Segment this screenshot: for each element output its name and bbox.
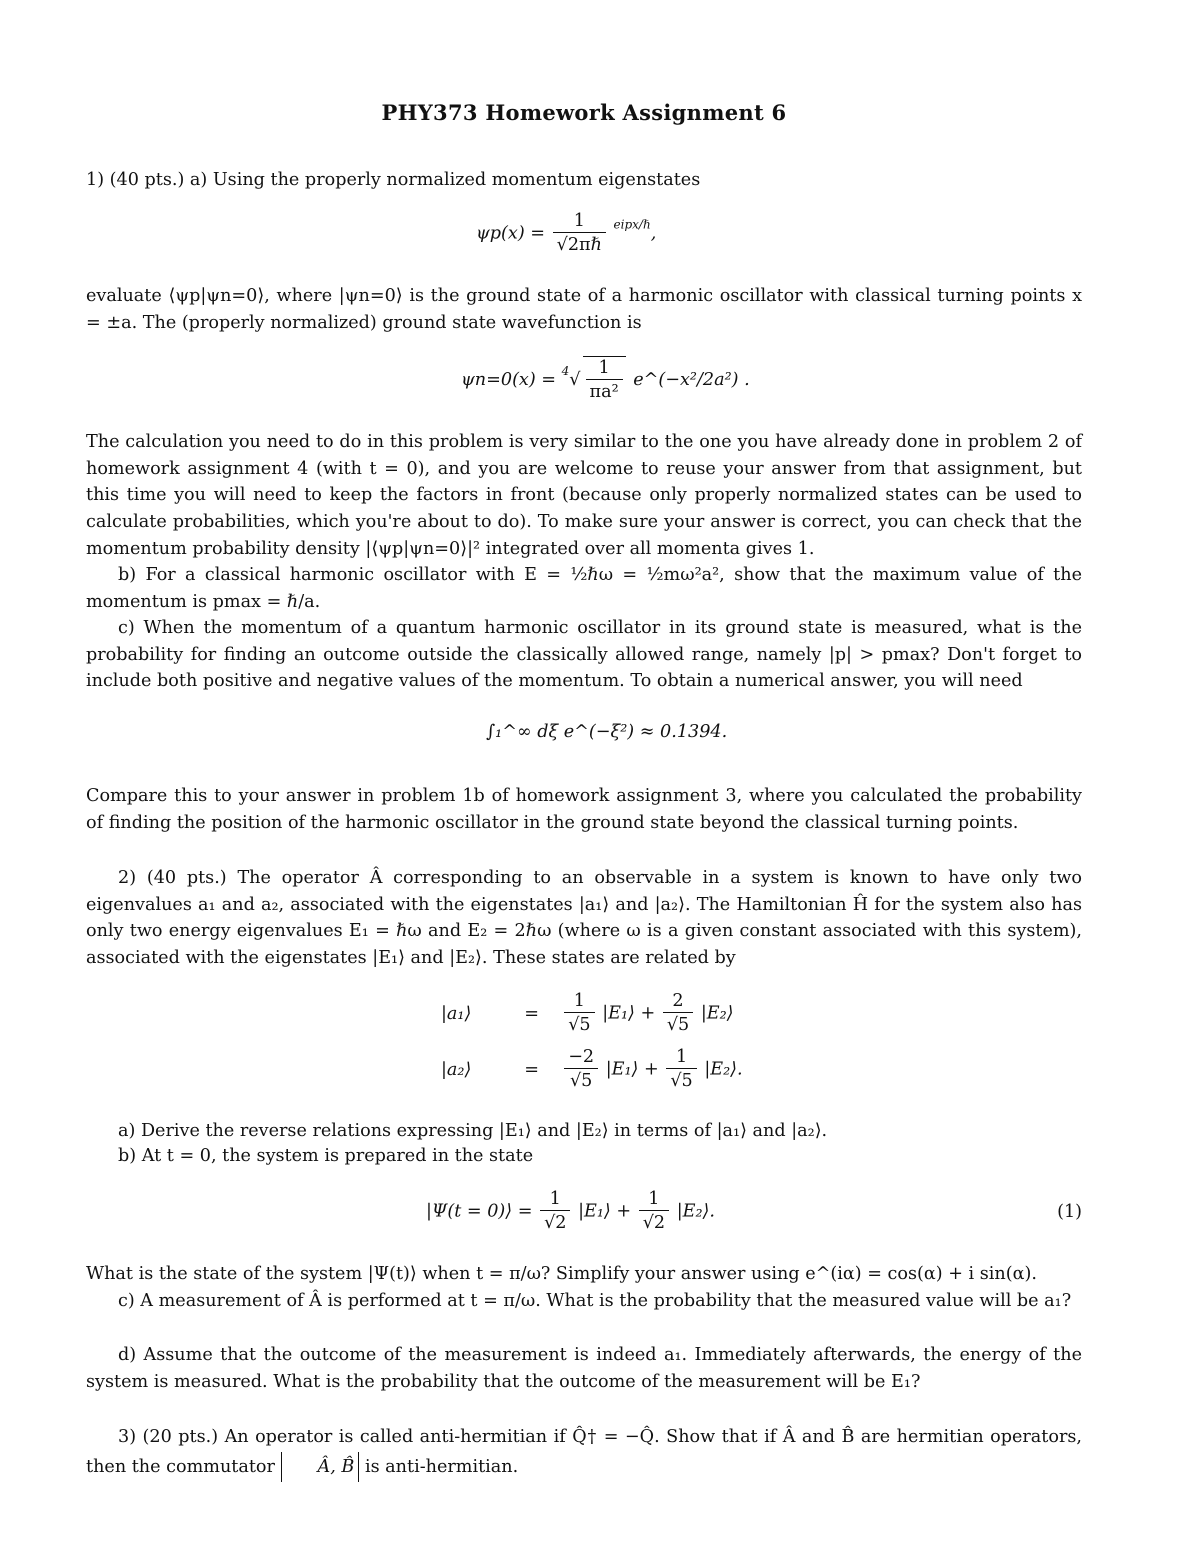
page-title: PHY373 Homework Assignment 6 — [381, 100, 787, 125]
problem2-text-d: d) Assume that the outcome of the measurement is indeed a₁. Immediately afterwards, the energy of the system is measured. What is the probability that the outcome of the measurement will be E₁? — [86, 1345, 1082, 1392]
eq1-lhs: ψp(x) = — [476, 223, 546, 244]
problem3-text — [86, 1422, 1082, 1482]
eq2-fraction: $\frac{1}{\text{πa²}}$ — [583, 356, 626, 404]
eq2-exponent: e^(−x²/2a²) — [633, 370, 739, 390]
momentum-eigenstate-equation: ψp(x) = $\frac{1}{\text{√2πℏ}}$ $^{eipx/\hbar}$, — [476, 211, 657, 255]
problem3-text-2: is anti-hermitian. — [364, 1457, 519, 1477]
eq2-lhs: ψn=0(x) = — [461, 370, 557, 390]
eq1-exponent: eipx/ℏ — [613, 217, 651, 232]
relation-row-1: |a₁⟩ = $\frac{1}{√5}$ |E₁⟩ + $\frac{2}{√5}$ |E₂⟩ — [441, 991, 734, 1035]
commutator-bracket: Â, B̂ — [281, 1452, 360, 1482]
problem1-text-c2: Compare this to your answer in problem 1b of homework assignment 3, where you calculated the probability of finding the position of the harmonic oscillator in the ground state beyond the classical turning points. — [86, 786, 1082, 833]
gaussian-integral-equation: ∫₁^∞ dξ e^(−ξ²) ≈ 0.1394. — [486, 722, 728, 742]
equation-number: (1) — [1057, 1202, 1082, 1222]
problem2-intro: 2) (40 pts.) The operator Â corresponding to an observable in a system is known to have only two eigenvalues a₁ and a₂, associated with the eigenstates |a₁⟩ and |a₂⟩. The Hamiltonian Ĥ for the system also has only two energy eigenvalues E₁ = ℏω and E₂ = 2ℏω (where ω is a given constant associated with this system), associated with the eigenstates |E₁⟩ and |E₂⟩. These states are related by — [86, 868, 1082, 969]
eq1-fraction: $\frac{1}{\text{√2πℏ}}$ — [553, 210, 606, 257]
problem1-text-b: b) For a classical harmonic oscillator with E = ½ℏω = ½mω²a², show that the maximum value of the momentum is pmax = ℏ/a. — [86, 565, 1082, 612]
initial-state-equation: |Ψ(t = 0)⟩ = $\frac{1}{√2}$ |E₁⟩ + $\frac{1}{√2}$ |E₂⟩. — [426, 1189, 715, 1233]
problem2-text-a: a) Derive the reverse relations expressing |E₁⟩ and |E₂⟩ in terms of |a₁⟩ and |a₂⟩. — [118, 1121, 828, 1141]
problem3-text-1: 3) (20 pts.) An operator is called anti-hermitian if Q̂† = −Q̂. Show that if Â and B̂ are hermitian operators, then the commutator — [86, 1427, 1082, 1477]
problem2-text-b2: What is the state of the system |Ψ(t)⟩ when t = π/ω? Simplify your answer using e^(iα) = cos(α) + i sin(α). — [86, 1264, 1037, 1284]
problem1-text-a3: The calculation you need to do in this problem is very similar to the one you have already done in problem 2 of homework assignment 4 (with t = 0), and you are welcome to reuse your answer from that assignment, but this time you will need to keep the factors in front (because only properly normalized states can be used to calculate probabilities, which you're about to do). To make sure your answer is correct, you can check that the momentum probability density |⟨ψp|ψn=0⟩|² integrated over all momenta gives 1. — [86, 432, 1082, 559]
problem1-intro: 1) (40 pts.) a) Using the properly normalized momentum eigenstates — [86, 170, 701, 190]
problem2-text-c: c) A measurement of Â is performed at t = π/ω. What is the probability that the measured value will be a₁? — [118, 1291, 1072, 1311]
ground-state-equation: ψn=0(x) = $^4$√ $\frac{1}{\text{πa²}}$ e^(−x²/2a²) . — [461, 358, 750, 402]
problem2-text-b: b) At t = 0, the system is prepared in the state — [118, 1146, 534, 1166]
relation-row-2: |a₂⟩ = $\frac{-2}{√5}$ |E₁⟩ + $\frac{1}{√5}$ |E₂⟩. — [441, 1047, 743, 1091]
problem1-text-a2: evaluate ⟨ψp|ψn=0⟩, where |ψn=0⟩ is the ground state of a harmonic oscillator with classical turning points x = ±a. The (properly normalized) ground state wavefunction is — [86, 286, 1082, 333]
problem1-text-c: c) When the momentum of a quantum harmonic oscillator in its ground state is measured, what is the probability for finding an outcome outside the classically allowed range, namely |p| > pmax? Don't forget to include both positive and negative values of the momentum. To obtain a numerical answer, you will need — [86, 618, 1082, 692]
